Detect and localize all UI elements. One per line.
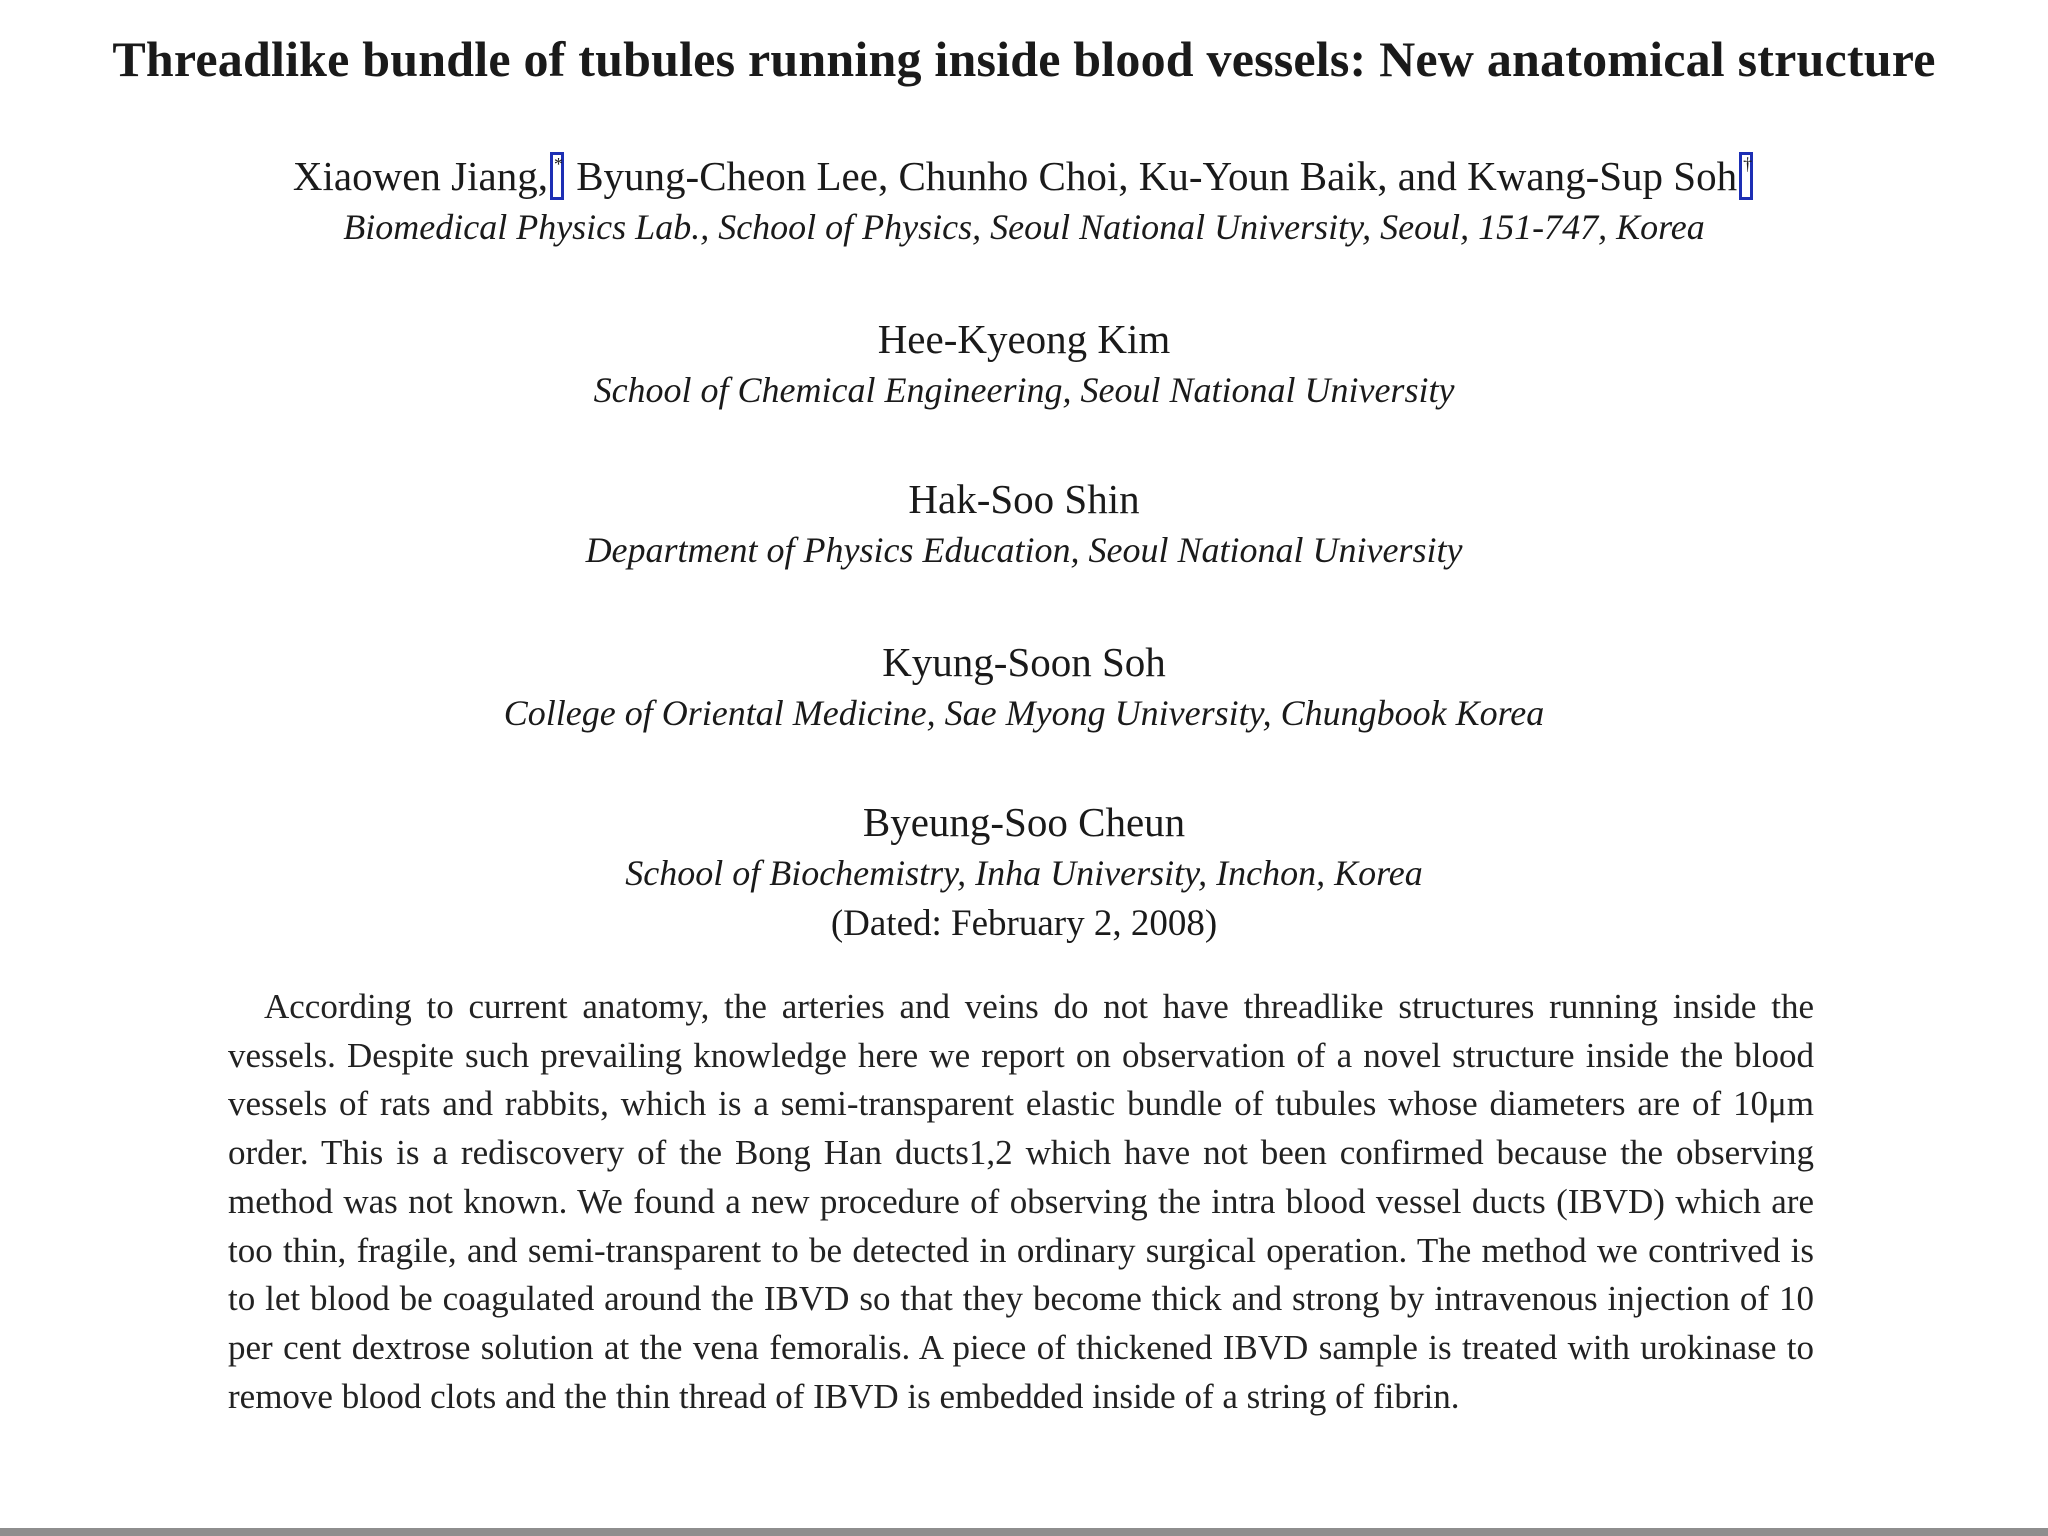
author-name: Byeung-Soo Cheun [862, 799, 1186, 845]
footnote-link-2[interactable]: † [1739, 152, 1753, 200]
author-name: Hee-Kyeong Kim [877, 316, 1171, 362]
author-block-5 [0, 798, 2048, 945]
author-block-4 [0, 638, 2048, 734]
author-affiliation: School of Chemical Engineering, Seoul National University [593, 370, 1455, 410]
author-affiliation: Department of Physics Education, Seoul National University [585, 530, 1463, 570]
abstract-paragraph: According to current anatomy, the arteries and veins do not have threadlike structures running inside the vessels. Despite such prevailing knowledge here we report on observation of a novel structure inside the blood vessels of rats and rabbits, which is a semi-transparent elastic bundle of tubules whose diameters are of 10μm order. This is a rediscovery of the Bong Han ducts1,2 which have not been confirmed because the observing method was not known. We found a new procedure of observing the intra blood vessel ducts (IBVD) which are too thin, fragile, and semi-transparent to be detected in ordinary surgical operation. The method we contrived is to let blood be coagulated around the IBVD so that they become thick and strong by intravenous injection of 10 per cent dextrose solution at the vena femoralis. A piece of thickened IBVD sample is treated with urokinase to remove blood clots and the thin thread of IBVD is embedded inside of a string of fibrin. [228, 987, 1814, 1416]
affiliation-primary: Biomedical Physics Lab., School of Physics, Seoul National University, Seoul, 151-747, Korea [343, 207, 1705, 247]
author-block-primary [0, 152, 2048, 248]
paper-title: Threadlike bundle of tubules running inside blood vessels: New anatomical structure [112, 31, 1936, 87]
author-block-3 [0, 475, 2048, 571]
footnote-link-1[interactable]: * [550, 152, 564, 200]
dated-line: (Dated: February 2, 2008) [830, 903, 1218, 944]
author-affiliation: School of Biochemistry, Inha University, Inchon, Korea [625, 853, 1423, 893]
author-name: Kyung-Soon Soh [882, 639, 1166, 685]
author-name-first: Xiaowen Jiang, [292, 153, 548, 199]
author-block-2 [0, 315, 2048, 411]
author-list [0, 152, 2048, 200]
author-name: Hak-Soo Shin [908, 476, 1140, 522]
author-names-rest: Byung-Cheon Lee, Chunho Choi, Ku-Youn Baik, and Kwang-Sup Soh [565, 153, 1738, 199]
author-affiliation: College of Oriental Medicine, Sae Myong University, Chungbook Korea [503, 693, 1545, 733]
viewer-bottom-bar [0, 1528, 2048, 1536]
